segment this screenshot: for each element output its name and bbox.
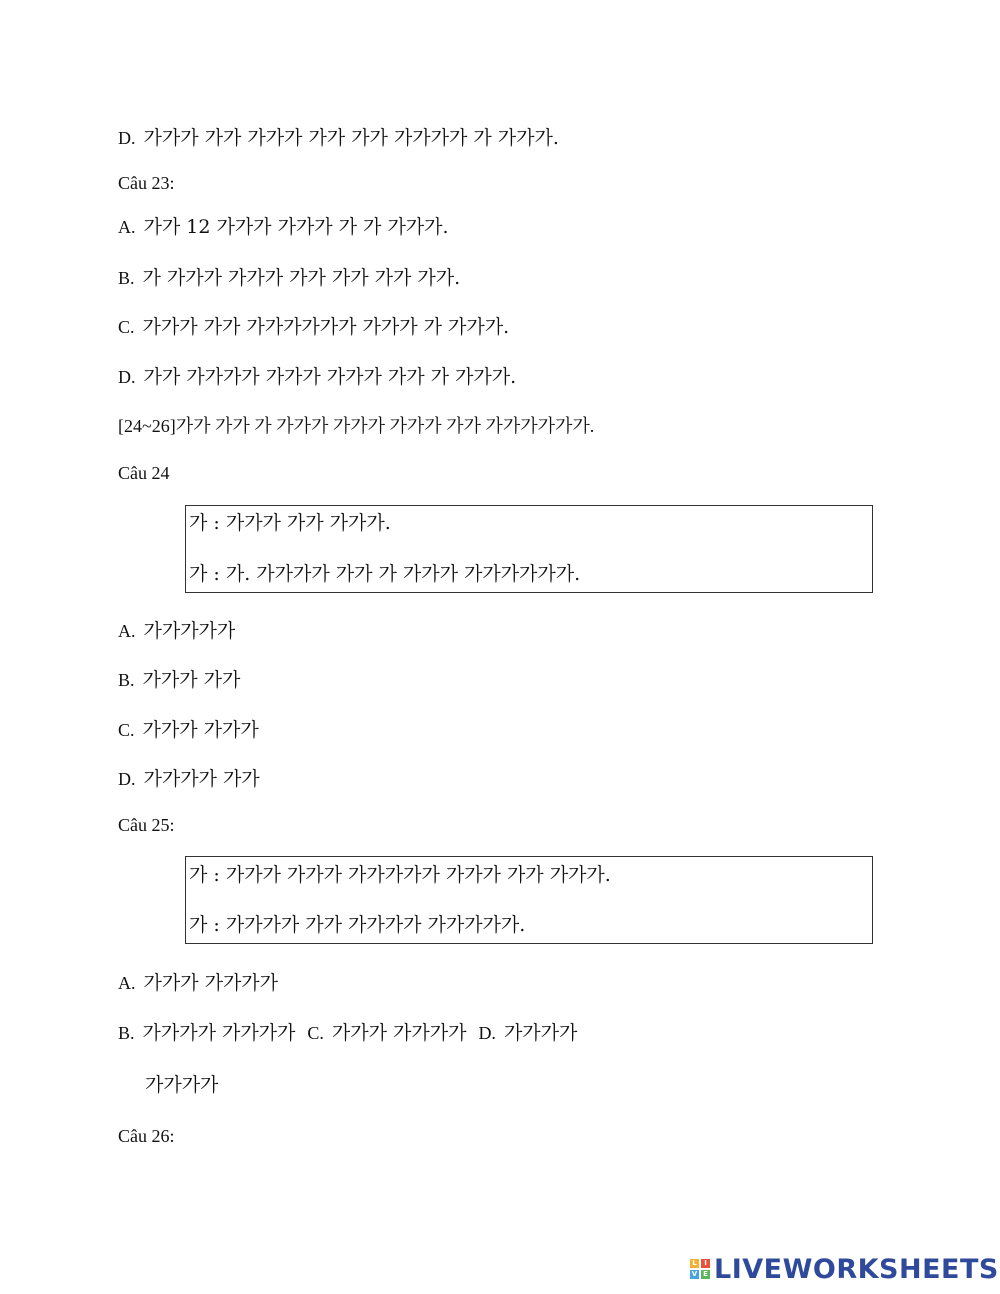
option-letter: A. xyxy=(118,217,136,237)
option-text: 가가가 가가가 xyxy=(142,719,259,741)
option-text: 가가가 가가가가 xyxy=(331,1022,467,1044)
question-25-dialog-box xyxy=(185,856,873,944)
liveworksheets-logo xyxy=(690,1252,999,1286)
question-25-option-a xyxy=(118,970,278,996)
question-label-text: Câu 23: xyxy=(118,173,175,193)
option-letter: A. xyxy=(118,621,136,641)
option-text: 가가가 가가 가가가 가가 가가 가가가가 가 가가가. xyxy=(143,127,559,149)
logo-block: L xyxy=(690,1259,699,1268)
option-letter: D. xyxy=(118,128,136,148)
option-letter: B. xyxy=(118,1023,135,1043)
option-text: 가가가가 xyxy=(145,1074,219,1096)
question-23-option-b xyxy=(118,265,460,291)
option-letter: D. xyxy=(118,769,136,789)
dialog-line-1: 가 : 가가가 가가가 가가가가가 가가가 가가 가가가. xyxy=(189,864,611,886)
option-text: 가 가가가 가가가 가가 가가 가가 가가. xyxy=(142,267,461,289)
question-26-label xyxy=(118,1123,175,1149)
option-text: 가가가가 xyxy=(503,1022,578,1044)
option-letter: D. xyxy=(478,1023,496,1043)
question-25-options-bcd xyxy=(118,1020,577,1046)
option-text: 가가가가가 xyxy=(143,620,236,642)
question-24-option-d xyxy=(118,766,260,792)
option-text: 가가 가가가가 가가가 가가가 가가 가 가가가. xyxy=(143,366,517,388)
question-24-option-c xyxy=(118,717,259,743)
logo-block: V xyxy=(691,1270,698,1278)
option-text: 가가가가 가가가가 xyxy=(142,1022,296,1044)
question-23-option-d xyxy=(118,364,516,390)
option-letter: C. xyxy=(307,1023,324,1043)
question-label-text: Câu 25: xyxy=(118,815,175,835)
option-letter: C. xyxy=(118,317,135,337)
option-letter: A. xyxy=(118,973,136,993)
option-letter: B. xyxy=(118,268,135,288)
option-letter: D. xyxy=(118,367,136,387)
question-24-option-b xyxy=(118,667,240,693)
option-text: 가가가 가가 xyxy=(142,669,241,691)
question-label-text: Câu 26: xyxy=(118,1126,175,1146)
logo-text: LIVEWORKSHEETS xyxy=(714,1253,999,1285)
dialog-line-1: 가 : 가가가 가가 가가가. xyxy=(189,512,391,534)
logo-blocks-icon xyxy=(690,1259,710,1279)
question-24-label xyxy=(118,460,170,486)
option-text: 가가가 가가 가가가가가가 가가가 가 가가가. xyxy=(142,316,510,338)
option-letter: C. xyxy=(118,720,135,740)
question-23-label xyxy=(118,170,175,196)
question-25-label xyxy=(118,812,175,838)
option-text: 가가가가 가가 xyxy=(143,768,260,790)
question-24-option-a xyxy=(118,618,235,644)
question-label-text: Câu 24 xyxy=(118,463,170,483)
logo-block: E xyxy=(701,1270,710,1279)
option-letter: B. xyxy=(118,670,135,690)
question-22-option-d xyxy=(118,125,559,151)
dialog-line-2: 가 : 가가가가 가가 가가가가 가가가가가. xyxy=(189,914,526,936)
option-text: 가가 12 가가가 가가가 가 가 가가가. xyxy=(143,216,449,238)
question-24-dialog-box xyxy=(185,505,873,593)
question-23-option-a xyxy=(118,214,449,240)
section-24-26-instruction xyxy=(118,413,594,439)
dialog-line-2: 가 : 가. 가가가가 가가 가 가가가 가가가가가가. xyxy=(189,563,581,585)
option-text: 가가가 가가가가 xyxy=(143,972,279,994)
question-23-option-c xyxy=(118,314,509,340)
section-instruction-text: [24~26]가가 가가 가 가가가 가가가 가가가 가가 가가가가가가. xyxy=(118,416,595,436)
question-25-option-d-continuation xyxy=(145,1072,218,1098)
logo-block: I xyxy=(701,1259,710,1268)
